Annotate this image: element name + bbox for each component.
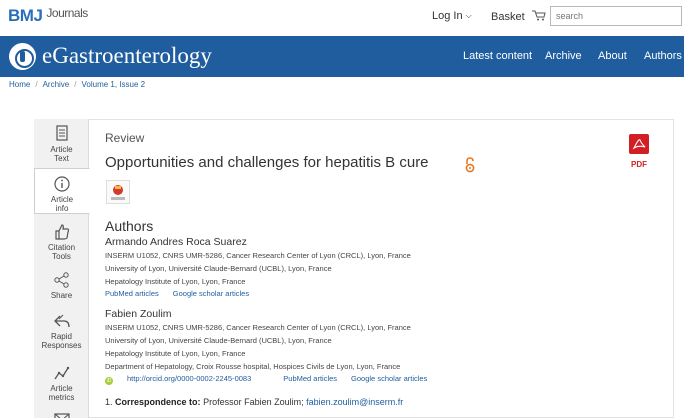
tool-article-text[interactable]: [34, 125, 89, 163]
breadcrumb-home[interactable]: Home: [9, 80, 31, 89]
crossmark-icon: [107, 181, 129, 203]
tool-rapid-responses[interactable]: [34, 312, 89, 350]
author-affiliation: INSERM U1052, CNRS UMR-5286, Cancer Research Center of Lyon (CRCL), Lyon, France: [105, 323, 411, 332]
cart-icon: [532, 10, 546, 21]
nav-authors[interactable]: Authors: [644, 50, 682, 62]
tool-share[interactable]: [34, 271, 89, 300]
author-affiliation: Department of Hepatology, Croix Rousse hospital, Hospices Civils de Lyon, Lyon, France: [105, 362, 401, 371]
share-icon: [52, 271, 72, 289]
tool-label: Article: [50, 195, 74, 204]
bmj-logo[interactable]: [8, 6, 88, 26]
tool-label: Citation: [47, 243, 76, 252]
basket-label: Basket: [491, 11, 525, 23]
reply-icon: [52, 312, 72, 330]
site-header: [0, 36, 684, 77]
author-links: [105, 374, 441, 385]
tool-label: Text: [54, 154, 69, 163]
document-icon: [52, 125, 72, 143]
tool-label: metrics: [48, 393, 75, 402]
footnote-number: 1.: [105, 397, 113, 407]
pdf-download-button[interactable]: [626, 134, 652, 169]
correspondence-email-link[interactable]: fabien.zoulim@inserm.fr: [306, 397, 404, 407]
orcid-icon: iD: [106, 378, 112, 384]
tool-citation-tools[interactable]: [34, 223, 89, 261]
tool-label: Responses: [41, 341, 82, 350]
nav-about[interactable]: About: [598, 50, 627, 62]
metrics-icon: [52, 364, 72, 382]
basket-button[interactable]: [491, 10, 546, 23]
top-bar: [0, 0, 684, 34]
login-button[interactable]: [432, 10, 472, 22]
author-links: [105, 289, 263, 298]
orcid-link[interactable]: [105, 374, 265, 383]
google-scholar-link[interactable]: Google scholar articles: [351, 374, 428, 383]
crossmark-badge[interactable]: [106, 180, 130, 204]
author-affiliation: University of Lyon, Université Claude-Bernard (UCBL), Lyon, France: [105, 336, 332, 345]
pdf-icon: [626, 134, 652, 154]
author-name: Armando Andres Roca Suarez: [105, 236, 247, 248]
article-title: Opportunities and challenges for hepatitis B cure: [105, 154, 429, 171]
article-tools-sidebar: [34, 119, 89, 418]
tool-article-metrics[interactable]: [34, 364, 89, 402]
tool-label: Share: [50, 291, 73, 300]
author-affiliation: INSERM U1052, CNRS UMR-5286, Cancer Research Center of Lyon (CRCL), Lyon, France: [105, 251, 411, 260]
author-affiliation: Hepatology Institute of Lyon, Lyon, France: [105, 349, 246, 358]
article-type: Review: [105, 131, 145, 145]
author-name: Fabien Zoulim: [105, 308, 172, 320]
journal-logo-icon[interactable]: [9, 43, 36, 70]
brand-name: BMJ: [8, 6, 43, 25]
search-input[interactable]: [550, 6, 682, 26]
tool-label: Tools: [52, 252, 71, 261]
breadcrumb-issue[interactable]: Volume 1, Issue 2: [81, 80, 146, 89]
breadcrumb-archive[interactable]: Archive: [42, 80, 70, 89]
chevron-down-icon: ⌵: [465, 11, 472, 20]
correspondence-name: Professor Fabien Zoulim;: [203, 397, 304, 407]
pubmed-link[interactable]: PubMed articles: [105, 289, 159, 298]
nav-archive[interactable]: Archive: [545, 50, 582, 62]
author-affiliation: University of Lyon, Université Claude-Bernard (UCBL), Lyon, France: [105, 264, 332, 273]
author-affiliation: Hepatology Institute of Lyon, Lyon, France: [105, 277, 246, 286]
breadcrumb: Home / Archive / Volume 1, Issue 2: [9, 80, 146, 89]
authors-heading: Authors: [105, 218, 154, 234]
tool-label: Rapid: [51, 332, 72, 341]
site-title[interactable]: eGastroenterology: [42, 43, 212, 68]
brand-suffix: Journals: [46, 6, 88, 20]
tool-label: Article: [50, 145, 73, 154]
thumbs-up-icon: [52, 223, 72, 241]
tool-article-info[interactable]: [34, 168, 90, 214]
correspondence: [105, 397, 403, 407]
open-access-icon: [464, 157, 476, 173]
envelope-icon: [52, 411, 72, 418]
login-label: Log In: [432, 10, 463, 22]
pdf-label: PDF: [631, 160, 647, 169]
tool-label: Article: [50, 384, 73, 393]
correspondence-label: Correspondence to:: [115, 397, 201, 407]
info-icon: [52, 175, 72, 193]
tool-label: info: [55, 204, 69, 213]
tool-email-alerts[interactable]: [34, 411, 89, 418]
google-scholar-link[interactable]: Google scholar articles: [172, 289, 250, 298]
pubmed-link[interactable]: PubMed articles: [283, 374, 338, 383]
orcid-url: http://orcid.org/0000-0002-2245-0083: [127, 374, 252, 383]
nav-latest-content[interactable]: Latest content: [463, 50, 533, 62]
